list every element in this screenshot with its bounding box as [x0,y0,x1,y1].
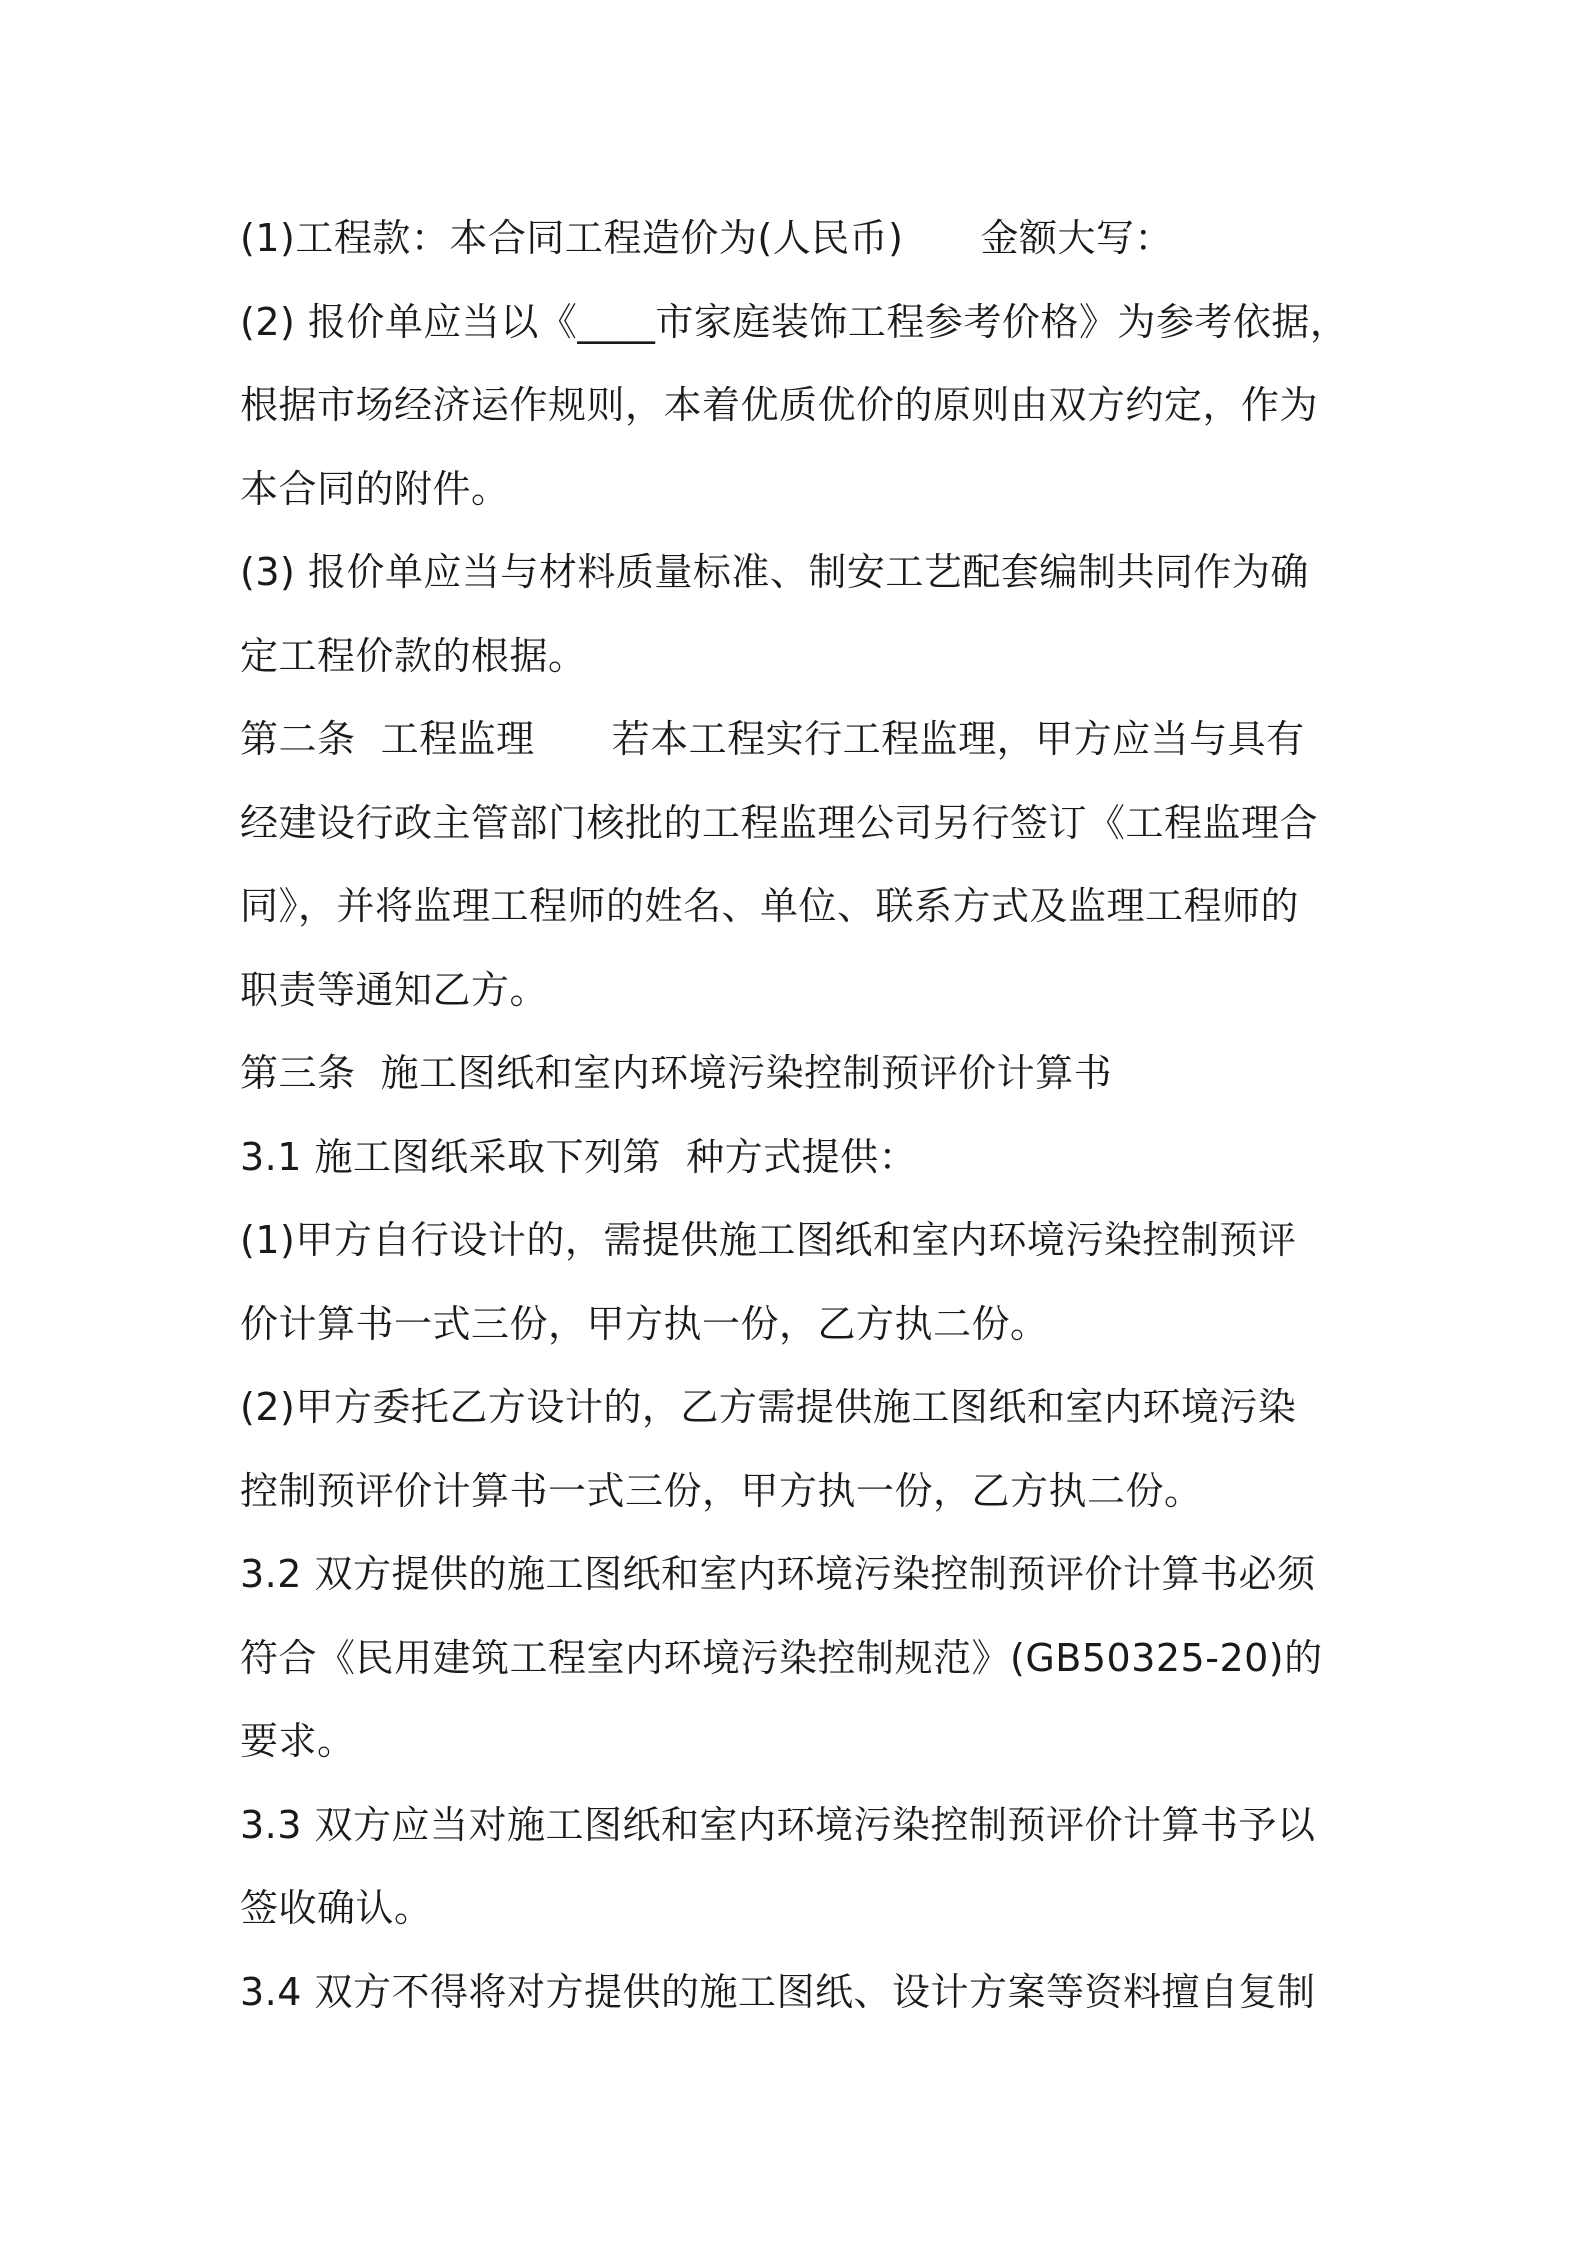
text-line: 价计算书一式三份，甲方执一份，乙方执二份。 [240,1301,1049,1346]
text-line: (1)工程款：本合同工程造价为(人民币) 金额大写： [240,216,1173,260]
text-line: 3.1 施工图纸采取下列第 种方式提供： [240,1134,918,1179]
section-heading-line: 第三条 施工图纸和室内环境污染控制预评价计算书 [240,1051,1113,1095]
text-line: 3.2 双方提供的施工图纸和室内环境污染控制预评价计算书必须 [240,1552,1316,1596]
section-heading-line: 第二条 工程监理 若本工程实行工程监理，甲方应当与具有 [240,717,1305,761]
text-line: 符合《民用建筑工程室内环境污染控制规范》(GB50325-20)的 [240,1635,1323,1680]
text-line: 职责等通知乙方。 [240,967,549,1012]
text-line: 要求。 [240,1719,356,1763]
text-line: 定工程价款的根据。 [240,633,587,678]
text-line: 经建设行政主管部门核批的工程监理公司另行签订《工程监理合 [240,800,1319,845]
text-line: 本合同的附件。 [240,466,510,511]
text-line: (1)甲方自行设计的，需提供施工图纸和室内环境污染控制预评 [240,1218,1297,1262]
text-line: 根据市场经济运作规则，本着优质优价的原则由双方约定，作为 [240,383,1319,427]
text-line: 3.4 双方不得将对方提供的施工图纸、设计方案等资料擅自复制 [240,1969,1316,2014]
text-line: 控制预评价计算书一式三份，甲方执一份，乙方执二份。 [240,1468,1203,1513]
text-line: 签收确认。 [240,1886,433,1930]
text-line: 3.3 双方应当对施工图纸和室内环境污染控制预评价计算书予以 [240,1802,1316,1847]
text-line: (2)甲方委托乙方设计的，乙方需提供施工图纸和室内环境污染 [240,1385,1297,1429]
text-line: 同》，并将监理工程师的姓名、单位、联系方式及监理工程师的 [240,884,1300,928]
document-page [240,197,1360,2034]
text-line: (2) 报价单应当以《____市家庭装饰工程参考价格》为参考依据， [240,299,1349,344]
text-line: (3) 报价单应当与材料质量标准、制安工艺配套编制共同作为确 [240,550,1309,594]
